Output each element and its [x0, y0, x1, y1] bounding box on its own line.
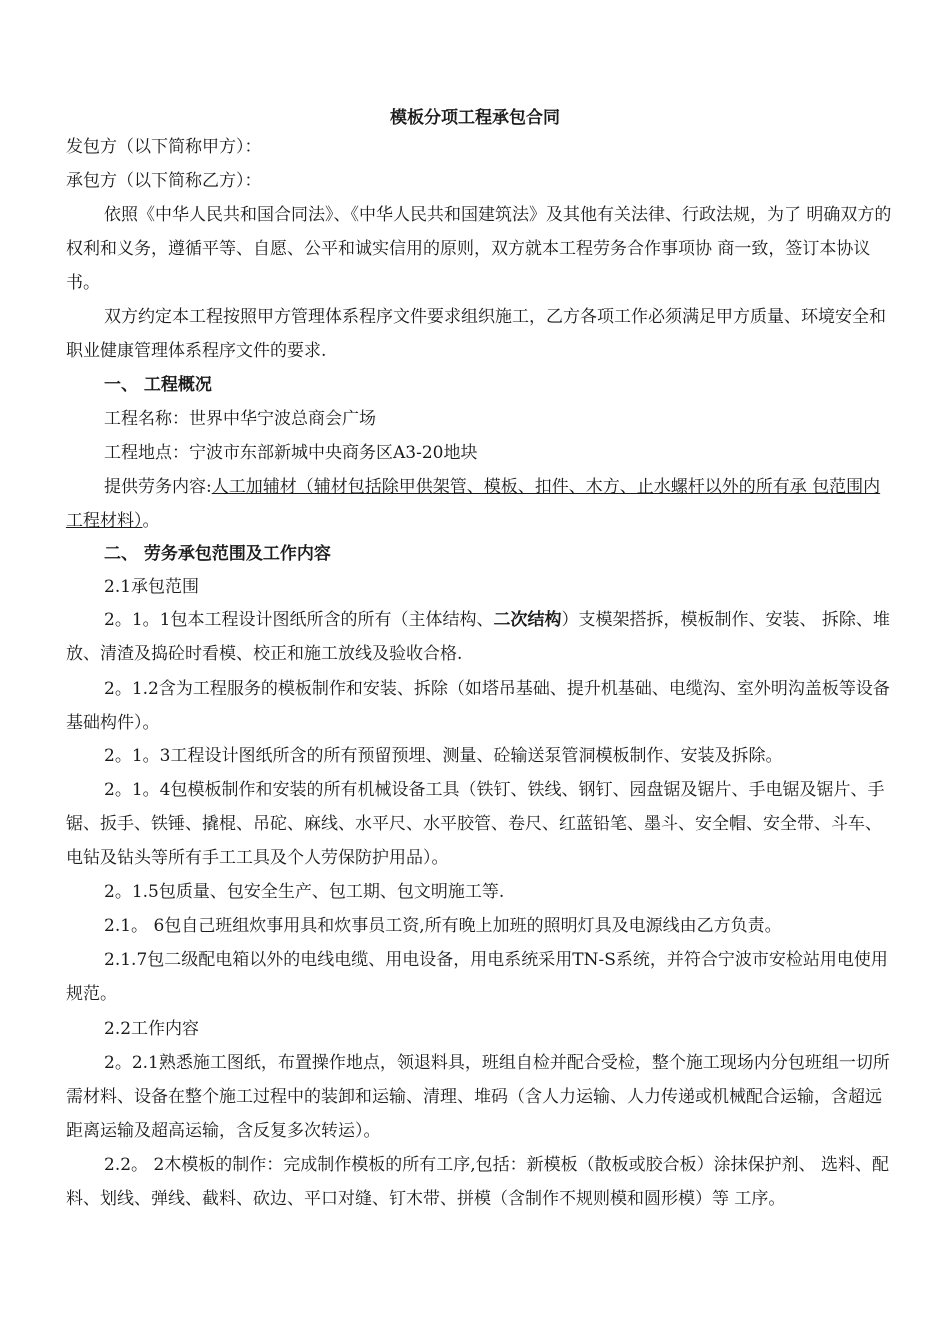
clause-2-1-2: 2。1.2含为工程服务的模板制作和安装、拆除（如塔吊基础、提升机基础、电缆沟、室外明沟盖板等设备基础构件）。 — [66, 679, 890, 733]
subsection-2-2: 2.2工作内容 — [104, 1019, 200, 1039]
clause-2-1-1-part-a: 2。1。1包本工程设计图纸所含的所有（主体结构、 — [104, 610, 494, 630]
contract-title: 模板分项工程承包合同 — [390, 108, 560, 128]
clause-2-1-1-part-c: ）支模架搭拆，模板制作、安装、 拆除、堆放、清渣及捣砼时看模、校正和施工放线及验收合格. — [66, 610, 890, 664]
clause-2-1-4: 2。1。4包模板制作和安装的所有机械设备工具（铁钉、铁线、钢钉、园盘锯及锯片、手电锯及锯片、手锯、扳手、铁锤、撬棍、吊砣、麻线、水平尺、水平胶管、卷尺、红蓝铅笔、墨斗、安全帽、安全带、斗车、电钻及钻头等所有手工工具及个人劳保防护用品）。 — [66, 780, 885, 868]
subsection-2-1: 2.1承包范围 — [104, 577, 200, 597]
clause-2-2-1: 2。2.1熟悉施工图纸，布置操作地点，领退料具，班组自检并配合受检，整个施工现场内分包班组一切所需材料、设备在整个施工过程中的装卸和运输、清理、堆码（含人力运输、人力传递或机械配合运输，含超远距离运输及超高运输，含反复多次转运）。 — [66, 1053, 890, 1141]
clause-2-1-3: 2。1。3工程设计图纸所含的所有预留预埋、测量、砼输送泵管洞模板制作、安装及拆除。 — [104, 746, 783, 766]
clause-2-1-7: 2.1.7包二级配电箱以外的电线电缆、用电设备，用电系统采用TN-S系统，并符合宁波市安检站用电使用规范。 — [66, 950, 888, 1004]
labor-label: 提供劳务内容: — [104, 477, 212, 497]
party-a-line: 发包方（以下简称甲方）： — [66, 137, 262, 157]
agreement-paragraph: 双方约定本工程按照甲方管理体系程序文件要求组织施工，乙方各项工作必须满足甲方质量、环境安全和职业健康管理体系程序文件的要求. — [66, 307, 886, 361]
clause-2-1-5: 2。1.5包质量、包安全生产、包工期、包文明施工等. — [104, 882, 505, 902]
clause-2-1-6: 2.1。 6包自己班组炊事用具和炊事员工资,所有晚上加班的照明灯具及电源线由乙方负责。 — [104, 916, 782, 936]
project-location: 工程地点：宁波市东部新城中央商务区A3-20地块 — [104, 443, 478, 463]
labor-content: 人工加辅材（辅材包括除甲供架管、模板、扣件、木方、止水螺杆以外的所有承 包范围内工程材料） — [66, 477, 881, 531]
project-name: 工程名称：世界中华宁波总商会广场 — [104, 409, 376, 429]
labor-content-paragraph — [66, 470, 896, 538]
clause-2-1-1 — [66, 603, 896, 671]
labor-end: 。 — [142, 511, 160, 531]
intro-paragraph: 依照《中华人民共和国合同法》、《中华人民共和国建筑法》及其他有关法律、行政法规，为了 明确双方的权利和义务，遵循平等、自愿、公平和诚实信用的原则，双方就本工程劳务合作事项协 商一致，签订本协议书。 — [66, 205, 892, 293]
section-2-heading: 二、 劳务承包范围及工作内容 — [104, 544, 331, 564]
section-1-heading: 一、 工程概况 — [104, 375, 212, 395]
clause-2-1-1-emphasis: 二次结构 — [493, 610, 562, 630]
party-b-line: 承包方（以下简称乙方）： — [66, 171, 262, 191]
clause-2-2-2: 2.2。 2木模板的制作：完成制作模板的所有工序,包括：新模板（散板或胶合板）涂抹保护剂、 选料、配料、划线、弹线、截料、砍边、平口对缝、钉木带、拼模（含制作不规则模和圆形模）等 工序。 — [66, 1155, 890, 1209]
